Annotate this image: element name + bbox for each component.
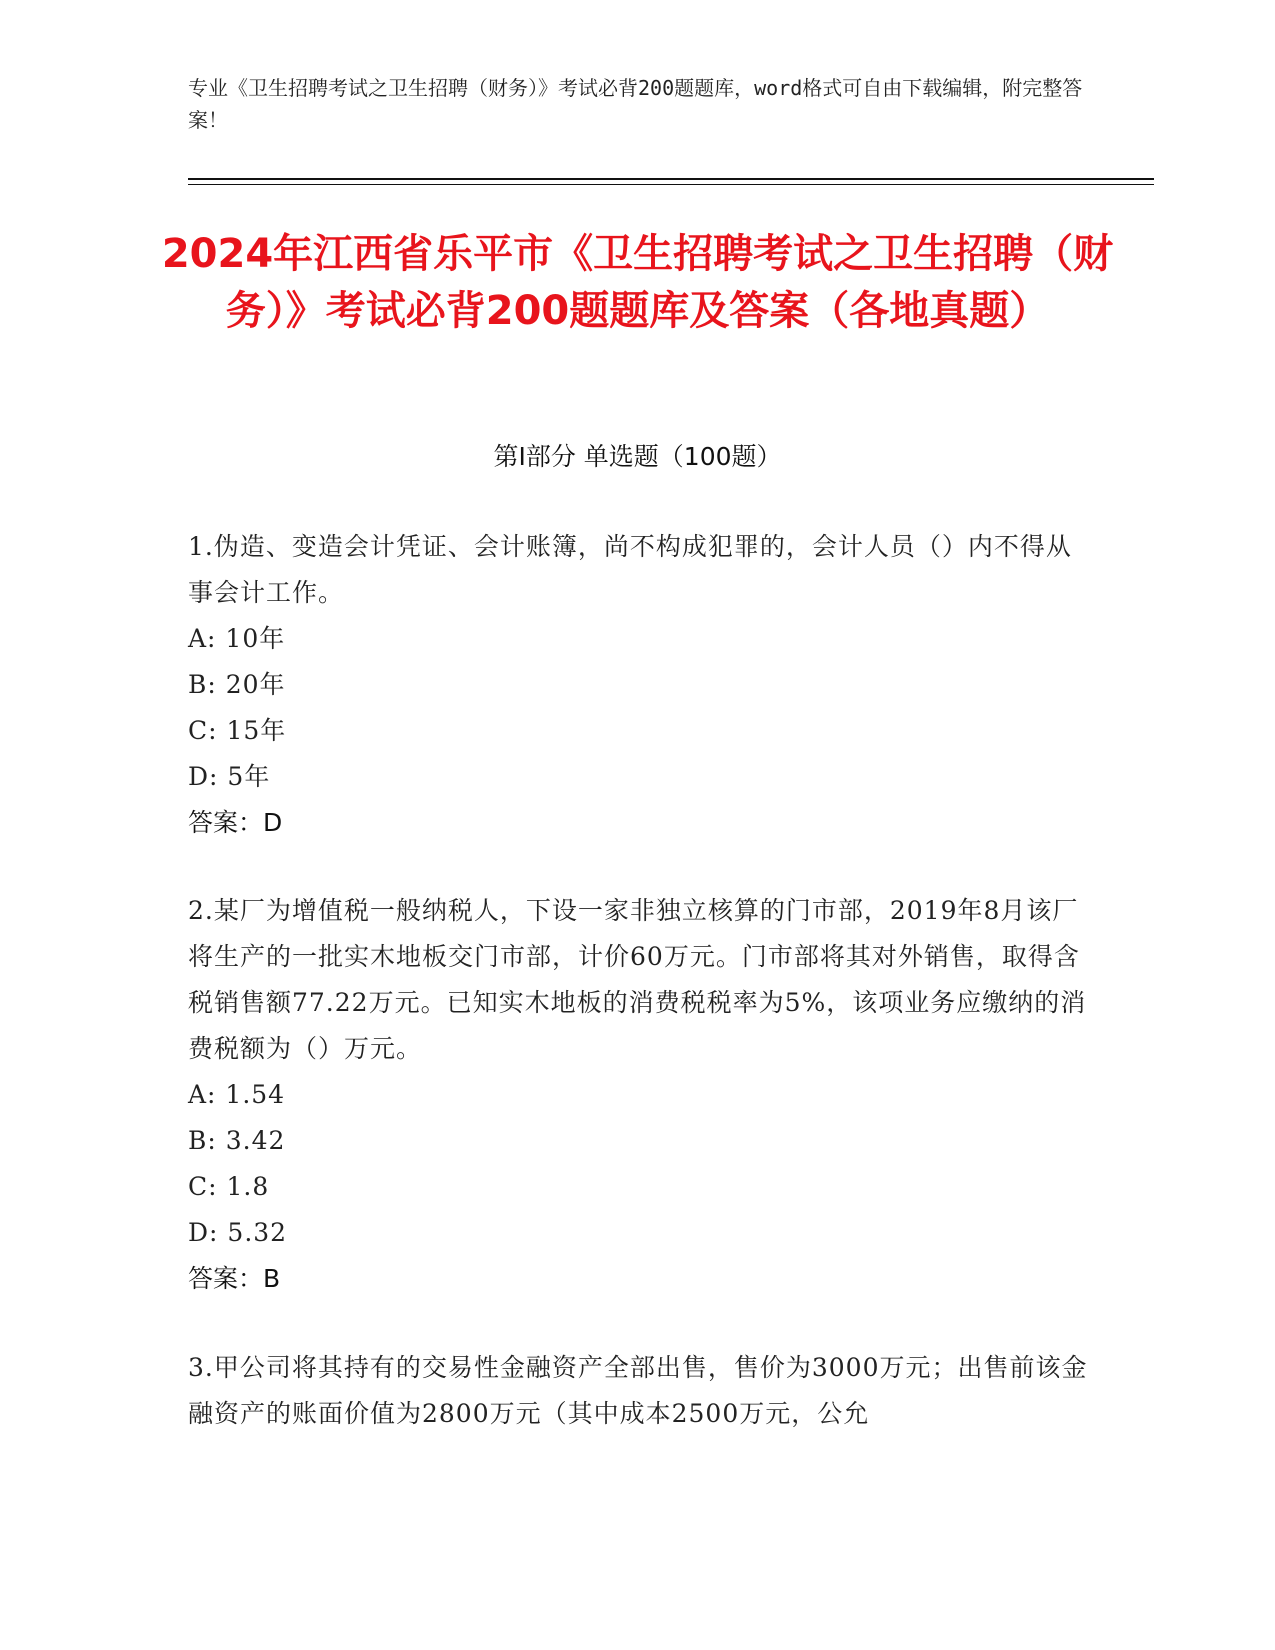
question-item bbox=[188, 524, 1088, 846]
option-a: A: 1.54 bbox=[188, 1080, 286, 1109]
option-d: D: 5年 bbox=[188, 762, 271, 791]
header-divider-thin bbox=[188, 184, 1154, 185]
question-item bbox=[188, 1345, 1088, 1437]
answer: 答案：D bbox=[188, 808, 283, 837]
option-c: C: 1.8 bbox=[188, 1172, 270, 1201]
question-item bbox=[188, 888, 1088, 1302]
option-b: B: 3.42 bbox=[188, 1126, 286, 1155]
question-stem: 3.甲公司将其持有的交易性金融资产全部出售，售价为3000万元；出售前该金融资产的账面价值为2800万元（其中成本2500万元，公允 bbox=[188, 1353, 1088, 1428]
option-d: D: 5.32 bbox=[188, 1218, 288, 1247]
document-title: 2024年江西省乐平市《卫生招聘考试之卫生招聘（财务）》考试必背200题题库及答案（各地真题） bbox=[161, 231, 1114, 334]
answer: 答案：B bbox=[188, 1264, 281, 1293]
header-divider-thick bbox=[188, 178, 1154, 180]
header-note: 专业《卫生招聘考试之卫生招聘（财务）》考试必背200题题库，word格式可自由下载编辑，附完整答案！ bbox=[188, 76, 1083, 132]
option-a: A: 10年 bbox=[188, 624, 286, 653]
section-title: 第Ⅰ部分 单选题（100题） bbox=[493, 442, 782, 471]
option-b: B: 20年 bbox=[188, 670, 286, 699]
option-c: C: 15年 bbox=[188, 716, 287, 745]
question-stem: 1.伪造、变造会计凭证、会计账簿，尚不构成犯罪的，会计人员（）内不得从事会计工作。 bbox=[188, 532, 1072, 607]
question-stem: 2.某厂为增值税一般纳税人，下设一家非独立核算的门市部，2019年8月该厂将生产的一批实木地板交门市部，计价60万元。门市部将其对外销售，取得含税销售额77.22万元。已知实木地板的消费税税率为5%，该项业务应缴纳的消费税额为（）万元。 bbox=[188, 896, 1087, 1063]
